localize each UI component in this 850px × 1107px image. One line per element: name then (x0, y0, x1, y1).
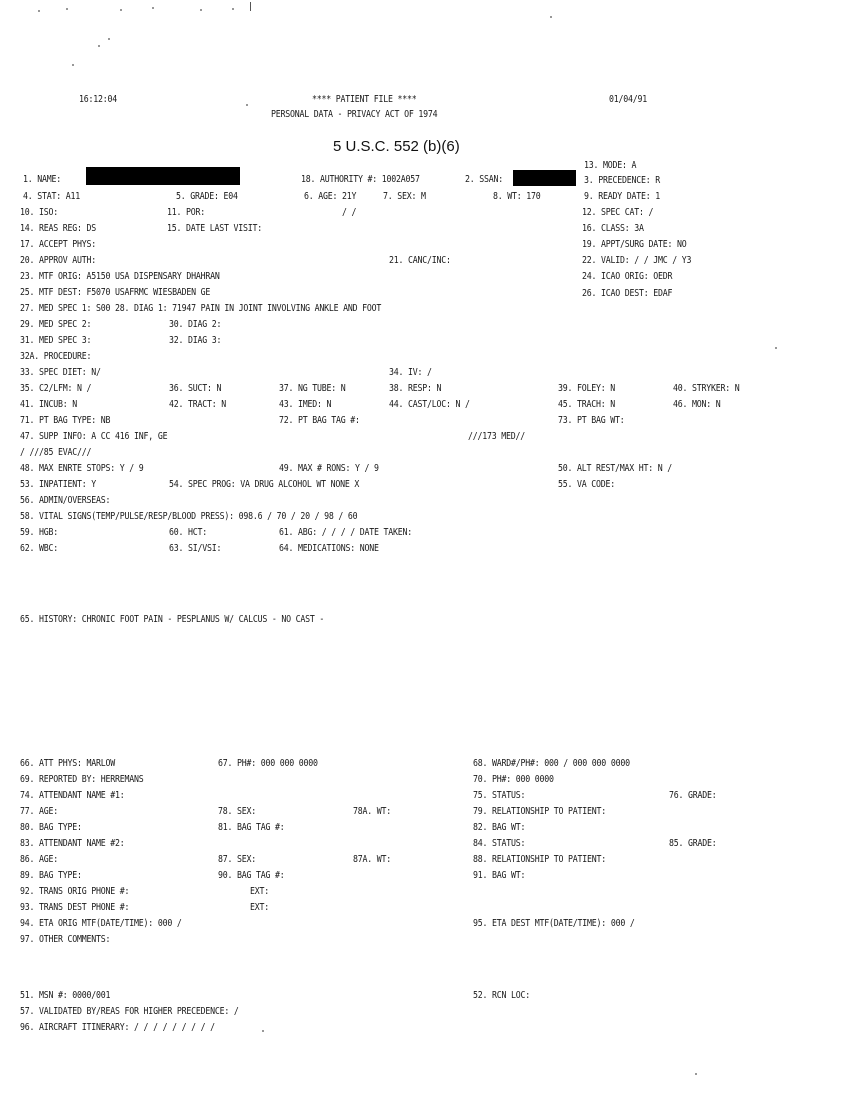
field-precedence: 3. PRECEDENCE: R (584, 175, 661, 186)
field-bag-tag-1: 81. BAG TAG #: (218, 822, 285, 833)
field-pt-bag-wt: 73. PT BAG WT: (558, 415, 625, 426)
field-bag-type-2: 89. BAG TYPE: (20, 870, 82, 881)
field-other-comments: 97. OTHER COMMENTS: (20, 934, 111, 945)
field-validated-by: 57. VALIDATED BY/REAS FOR HIGHER PRECEDENCE: / (20, 1006, 239, 1017)
field-spec-prog: 54. SPEC PROG: VA DRUG ALCOHOL WT NONE X (169, 479, 360, 490)
field-max-rons: 49. MAX # RONS: Y / 9 (279, 463, 379, 474)
field-ssan: 2. SSAN: (465, 174, 504, 185)
scan-speck (262, 1030, 264, 1032)
field-msn: 51. MSN #: 0000/001 (20, 990, 111, 1001)
scan-speck (695, 1073, 697, 1075)
field-stryker: 40. STRYKER: N (673, 383, 740, 394)
field-diag-2: 30. DIAG 2: (169, 319, 222, 330)
ssan-redaction (513, 170, 576, 186)
field-wbc: 62. WBC: (20, 543, 59, 554)
field-icao-orig: 24. ICAO ORIG: OEDR (582, 271, 673, 282)
field-suct: 36. SUCT: N (169, 383, 222, 394)
field-diag-3: 32. DIAG 3: (169, 335, 222, 346)
field-alt-rest-max-ht: 50. ALT REST/MAX HT: N / (558, 463, 673, 474)
field-ready-date: 9. READY DATE: 1 (584, 191, 661, 202)
field-attendant-name-1: 74. ATTENDANT NAME #1: (20, 790, 125, 801)
scan-speck (550, 16, 552, 18)
supp-info-evac: / ///85 EVAC/// (20, 447, 92, 458)
field-relationship-2: 88. RELATIONSHIP TO PATIENT: (473, 854, 607, 865)
supp-info-continued: ///173 MED// (468, 431, 526, 442)
field-hct: 60. HCT: (169, 527, 208, 538)
field-grade: 5. GRADE: E04 (176, 191, 238, 202)
document-subtitle: PERSONAL DATA - PRIVACY ACT OF 1974 (271, 109, 438, 120)
field-age: 6. AGE: 21Y (304, 191, 357, 202)
field-att-phys-phone: 67. PH#: 000 000 0000 (218, 758, 318, 769)
scan-speck (152, 7, 154, 9)
field-history: 65. HISTORY: CHRONIC FOOT PAIN - PESPLANUS W/ CALCUS - NO CAST - (20, 614, 325, 625)
field-vital-signs: 58. VITAL SIGNS(TEMP/PULSE/RESP/BLOOD PRESS): 098.6 / 70 / 20 / 98 / 60 (20, 511, 358, 522)
scan-speck (200, 9, 202, 11)
field-resp: 38. RESP: N (389, 383, 442, 394)
por-slashes: / / (342, 207, 357, 218)
field-bag-type-1: 80. BAG TYPE: (20, 822, 82, 833)
field-wt-1: 78A. WT: (353, 806, 392, 817)
field-foley: 39. FOLEY: N (558, 383, 616, 394)
field-pt-bag-type: 71. PT BAG TYPE: NB (20, 415, 111, 426)
print-date: 01/04/91 (609, 94, 648, 105)
field-iv: 34. IV: / (389, 367, 432, 378)
field-abg: 61. ABG: / / / / DATE TAKEN: (279, 527, 413, 538)
field-spec-diet: 33. SPEC DIET: N/ (20, 367, 101, 378)
field-hgb: 59. HGB: (20, 527, 59, 538)
scan-speck (246, 104, 248, 106)
field-incub: 41. INCUB: N (20, 399, 78, 410)
field-wt: 8. WT: 170 (493, 191, 541, 202)
field-wt-2: 87A. WT: (353, 854, 392, 865)
print-time: 16:12:04 (79, 94, 118, 105)
scan-speck (66, 8, 68, 10)
field-reported-by: 69. REPORTED BY: HERREMANS (20, 774, 144, 785)
field-admin-overseas: 56. ADMIN/OVERSEAS: (20, 495, 111, 506)
field-mtf-orig: 23. MTF ORIG: A5150 USA DISPENSARY DHAHRAN (20, 271, 220, 282)
field-age-2: 86. AGE: (20, 854, 59, 865)
field-med-spec-2: 29. MED SPEC 2: (20, 319, 92, 330)
field-date-last-visit: 15. DATE LAST VISIT: (167, 223, 263, 234)
field-tract: 42. TRACT: N (169, 399, 227, 410)
field-icao-dest: 26. ICAO DEST: EDAF (582, 288, 673, 299)
field-ward-phone: 68. WARD#/PH#: 000 / 000 000 0000 (473, 758, 630, 769)
field-med-spec-3: 31. MED SPEC 3: (20, 335, 92, 346)
field-bag-wt-1: 82. BAG WT: (473, 822, 526, 833)
field-inpatient: 53. INPATIENT: Y (20, 479, 97, 490)
field-status-2: 84. STATUS: (473, 838, 526, 849)
scan-speck (38, 10, 40, 12)
field-va-code: 55. VA CODE: (558, 479, 616, 490)
scan-speck (232, 8, 234, 10)
field-accept-phys: 17. ACCEPT PHYS: (20, 239, 97, 250)
field-max-enrte-stops: 48. MAX ENRTE STOPS: Y / 9 (20, 463, 144, 474)
field-trans-dest-ext: EXT: (250, 902, 270, 913)
field-pt-bag-tag: 72. PT BAG TAG #: (279, 415, 360, 426)
field-bag-wt-2: 91. BAG WT: (473, 870, 526, 881)
field-mtf-dest: 25. MTF DEST: F5070 USAFRMC WIESBADEN GE (20, 287, 211, 298)
field-si-vsi: 63. SI/VSI: (169, 543, 222, 554)
field-valid: 22. VALID: / / JMC / Y3 (582, 255, 692, 266)
field-med-spec-1-diag-1: 27. MED SPEC 1: S00 28. DIAG 1: 71947 PAIN IN JOINT INVOLVING ANKLE AND FOOT (20, 303, 382, 314)
field-status-1: 75. STATUS: (473, 790, 526, 801)
field-aircraft-itinerary: 96. AIRCRAFT ITINERARY: / / / / / / / / / (20, 1022, 215, 1033)
field-sex-2: 87. SEX: (218, 854, 257, 865)
scan-mark (250, 2, 251, 11)
field-ng-tube: 37. NG TUBE: N (279, 383, 346, 394)
field-stat: 4. STAT: A11 (23, 191, 81, 202)
scan-speck (120, 9, 122, 11)
field-trans-dest-phone: 93. TRANS DEST PHONE #: (20, 902, 130, 913)
field-relationship-1: 79. RELATIONSHIP TO PATIENT: (473, 806, 607, 817)
field-spec-cat: 12. SPEC CAT: / (582, 207, 654, 218)
field-imed: 43. IMED: N (279, 399, 332, 410)
field-appt-surg-date: 19. APPT/SURG DATE: NO (582, 239, 687, 250)
field-sex-1: 78. SEX: (218, 806, 257, 817)
scan-speck (108, 38, 110, 40)
field-grade-2: 85. GRADE: (669, 838, 717, 849)
field-eta-orig-mtf: 94. ETA ORIG MTF(DATE/TIME): 000 / (20, 918, 182, 929)
field-supp-info: 47. SUPP INFO: A CC 416 INF, GE (20, 431, 168, 442)
field-reporter-phone: 70. PH#: 000 0000 (473, 774, 554, 785)
field-grade-1: 76. GRADE: (669, 790, 717, 801)
field-authority: 18. AUTHORITY #: 1002A057 (301, 174, 420, 185)
field-canc-inc: 21. CANC/INC: (389, 255, 451, 266)
field-bag-tag-2: 90. BAG TAG #: (218, 870, 285, 881)
field-medications: 64. MEDICATIONS: NONE (279, 543, 379, 554)
field-mode: 13. MODE: A (584, 160, 637, 171)
field-eta-dest-mtf: 95. ETA DEST MTF(DATE/TIME): 000 / (473, 918, 635, 929)
foia-exemption-stamp: 5 U.S.C. 552 (b)(6) (333, 138, 460, 155)
field-approv-auth: 20. APPROV AUTH: (20, 255, 97, 266)
field-mon: 46. MON: N (673, 399, 721, 410)
field-class: 16. CLASS: 3A (582, 223, 644, 234)
field-iso: 10. ISO: (20, 207, 59, 218)
field-c2-lfm: 35. C2/LFM: N / (20, 383, 92, 394)
scan-speck (72, 64, 74, 66)
field-reas-reg: 14. REAS REG: DS (20, 223, 97, 234)
field-name: 1. NAME: (23, 174, 62, 185)
field-age-1: 77. AGE: (20, 806, 59, 817)
field-att-phys: 66. ATT PHYS: MARLOW (20, 758, 116, 769)
field-por: 11. POR: (167, 207, 206, 218)
name-redaction (86, 167, 240, 185)
field-trans-orig-ext: EXT: (250, 886, 270, 897)
field-procedure: 32A. PROCEDURE: (20, 351, 92, 362)
field-rcn-loc: 52. RCN LOC: (473, 990, 531, 1001)
field-sex: 7. SEX: M (383, 191, 426, 202)
field-trans-orig-phone: 92. TRANS ORIG PHONE #: (20, 886, 130, 897)
scan-speck (98, 45, 100, 47)
field-attendant-name-2: 83. ATTENDANT NAME #2: (20, 838, 125, 849)
scan-speck (775, 347, 777, 349)
document-title: **** PATIENT FILE **** (312, 94, 417, 105)
field-cast-loc: 44. CAST/LOC: N / (389, 399, 470, 410)
field-trach: 45. TRACH: N (558, 399, 616, 410)
